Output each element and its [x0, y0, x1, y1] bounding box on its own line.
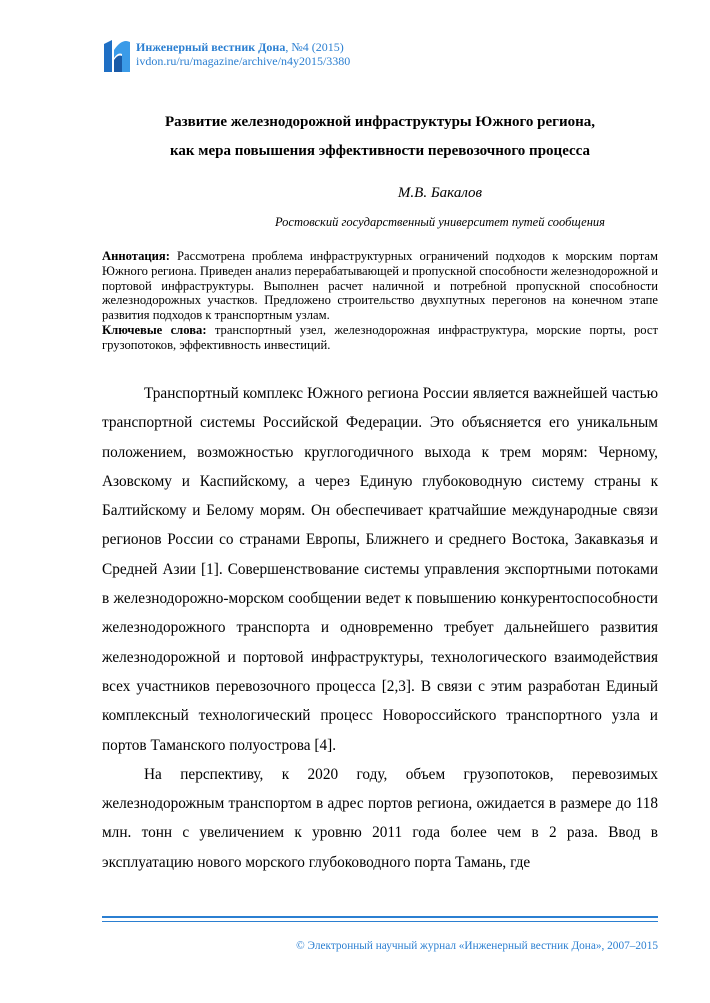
body-paragraph-1: Транспортный комплекс Южного региона России является важнейшей частью транспортной системы Российской Федерации. Это объясняется его уникальным положением, возможностью круглогодичного выхода к трем морям: Черному, Азовскому и Каспийскому, а через Единую глубоководную систему страны к Балтийскому и Белому морям. Он обеспечивает кратчайшие международные связи регионов России со странами Европы, Ближнего и среднего Востока, Закавказья и Средней Азии [1]. Совершенствование системы управления экспортными потоками в железнодорожно-морском сообщении ведет к повышению конкурентоспособности железнодорожного транспорта и одновременно требует дальнейшего развития железнодорожной и портовой инфраструктуры, технологического взаимодействия всех участников перевозочного процесса [2,3]. В связи с этим разработан Единый комплексный технологический процесс Новороссийского транспортного узла и портов Таманского полуострова [4].: [102, 385, 658, 754]
journal-logo-icon: [102, 36, 132, 76]
abstract-text: Рассмотрена проблема инфраструктурных ограничений подходов к морским портам Южного региона. Приведен анализ перерабатывающей и пропускной способности железнодорожной и портовой инфраструктуры. Выполнен расчет наличной и потребной пропускной способности железнодорожных участков. Предложено строительство двухпутных перегонов на конечном этапе развития подходов к транспортным узлам.: [102, 249, 658, 323]
keywords-text: транспортный узел, железнодорожная инфраструктура, морские порты, рост грузопотоков, эффективность инвестиций.: [102, 322, 658, 352]
article-title: [102, 108, 658, 166]
footer-rule-thick: [102, 916, 658, 918]
footer-copyright: © Электронный научный журнал «Инженерный вестник Дона», 2007–2015: [296, 940, 658, 952]
article-body: [102, 379, 658, 877]
article-author: М.В. Бакалов: [397, 185, 483, 201]
journal-url[interactable]: ivdon.ru/ru/magazine/archive/n4y2015/3380: [136, 54, 351, 68]
title-line-1: Развитие железнодорожной инфраструктуры Южного региона,: [164, 114, 596, 130]
journal-title: [136, 40, 344, 54]
body-paragraph-2: На перспективу, к 2020 году, объем грузопотоков, перевозимых железнодорожным транспортом в адрес портов региона, ожидается в размере до 118 млн. тонн с увеличением к уровню 2011 года более чем в 2 раза. Ввод в эксплуатацию нового морского глубоководного порта Тамань, где: [102, 765, 658, 871]
keywords: [102, 323, 658, 353]
keywords-label: Ключевые слова:: [102, 322, 207, 337]
journal-header: [102, 36, 602, 76]
journal-name: Инженерный вестник Дона: [136, 40, 286, 54]
title-line-2: как мера повышения эффективности перевозочного процесса: [169, 143, 591, 159]
abstract: [102, 249, 658, 323]
author-affiliation: Ростовский государственный университет путей сообщения: [274, 215, 605, 229]
journal-issue: , №4 (2015): [285, 40, 344, 54]
footer-rule-thin: [102, 921, 658, 922]
abstract-block: [102, 249, 658, 353]
abstract-label: Аннотация:: [102, 249, 170, 263]
